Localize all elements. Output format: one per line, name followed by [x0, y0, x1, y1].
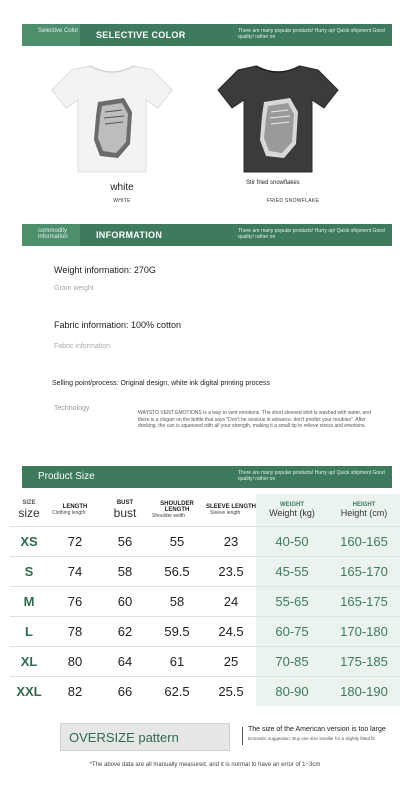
technology-label: Technology [54, 405, 90, 412]
technology-description: WAYSTO VENT EMOTIONS is a way to vent emotions. The short sleeved shirt is washed with water, and there is a slogan on the bottle that says "Don't be anxious in advance, don't predict your troubles". After drinking, the can is squeezed with all your strength, making it a small tip to relieve stress and emotions. [138, 410, 371, 429]
oversize-label: OVERSIZE pattern [69, 730, 179, 745]
weight-sub: Gram weight [54, 285, 94, 292]
table-row: XL 80 64 61 25 70-85 175-185 [10, 646, 400, 676]
header-bust: BUST bust [113, 499, 137, 520]
banner-small-right: There are many popular products! Hurry up! Quick shipment Good quality! rather on [238, 28, 385, 40]
measurement-footnote: *The above data are all manually measured, and it is normal to have an error of 1~3cm [89, 762, 321, 768]
product-size-banner [22, 466, 392, 488]
dark-tshirt-image[interactable] [216, 60, 340, 176]
banner-small-left: commodity information [38, 228, 68, 240]
banner-title: INFORMATION [96, 230, 163, 240]
product-name-en-dark: FRIED SNOWFLAKE [266, 198, 320, 204]
header-shoulder: SHOULDER LENGTH Shoulder width [152, 500, 194, 519]
table-row: L 78 62 59.5 24.5 60-75 170-180 [10, 616, 400, 646]
header-weight: WEIGHT Weight (kg) [256, 494, 328, 526]
table-row: XXL 82 66 62.5 25.5 80-90 180-190 [10, 676, 400, 706]
table-row: XS 72 56 55 23 40-50 160-165 [10, 526, 400, 556]
header-size: SIZE size [18, 499, 40, 520]
product-name-white: white [110, 182, 134, 193]
white-tshirt-image[interactable] [50, 60, 174, 176]
product-name-en-white: WHITE [113, 198, 131, 204]
banner-small-right: There are many popular products! Hurry up! Quick shipment Good quality! rather on [238, 228, 385, 240]
information-banner [22, 224, 392, 246]
fabric-sub: Fabric information [54, 343, 111, 350]
fabric-info: Fabric information: 100% cotton [54, 320, 182, 330]
divider [242, 727, 243, 745]
product-name-dark: Stir fried snowflakes [246, 180, 300, 186]
header-sleeve: SLEEVE LENGTH Sleeve length [206, 503, 257, 516]
table-row: M 76 60 58 24 55-65 165-175 [10, 586, 400, 616]
oversize-note: The size of the American version is too large [248, 726, 386, 733]
table-header-row [10, 494, 400, 526]
banner-title: SELECTIVE COLOR [96, 30, 186, 40]
weight-info: Weight information: 270G [54, 265, 156, 275]
header-length: LENGTH Clothing length [52, 503, 88, 516]
size-table [10, 494, 400, 706]
banner-title: Product Size [38, 471, 95, 482]
banner-small-left: Selective Color [38, 28, 79, 34]
banner-small-right: There are many popular products! Hurry up! Quick shipment Good quality! rather on [238, 470, 385, 482]
oversize-badge [60, 723, 230, 751]
selective-color-banner [22, 24, 392, 46]
header-height: HEIGHT Height (cm) [328, 494, 400, 526]
oversize-suggestion: Domestic suggestion: Buy one size smaller for a slightly fitted fit [248, 736, 375, 741]
selling-point: Selling point/process: Original design, white ink digital printing process [52, 380, 270, 387]
table-row: S 74 58 56.5 23.5 45-55 165-170 [10, 556, 400, 586]
